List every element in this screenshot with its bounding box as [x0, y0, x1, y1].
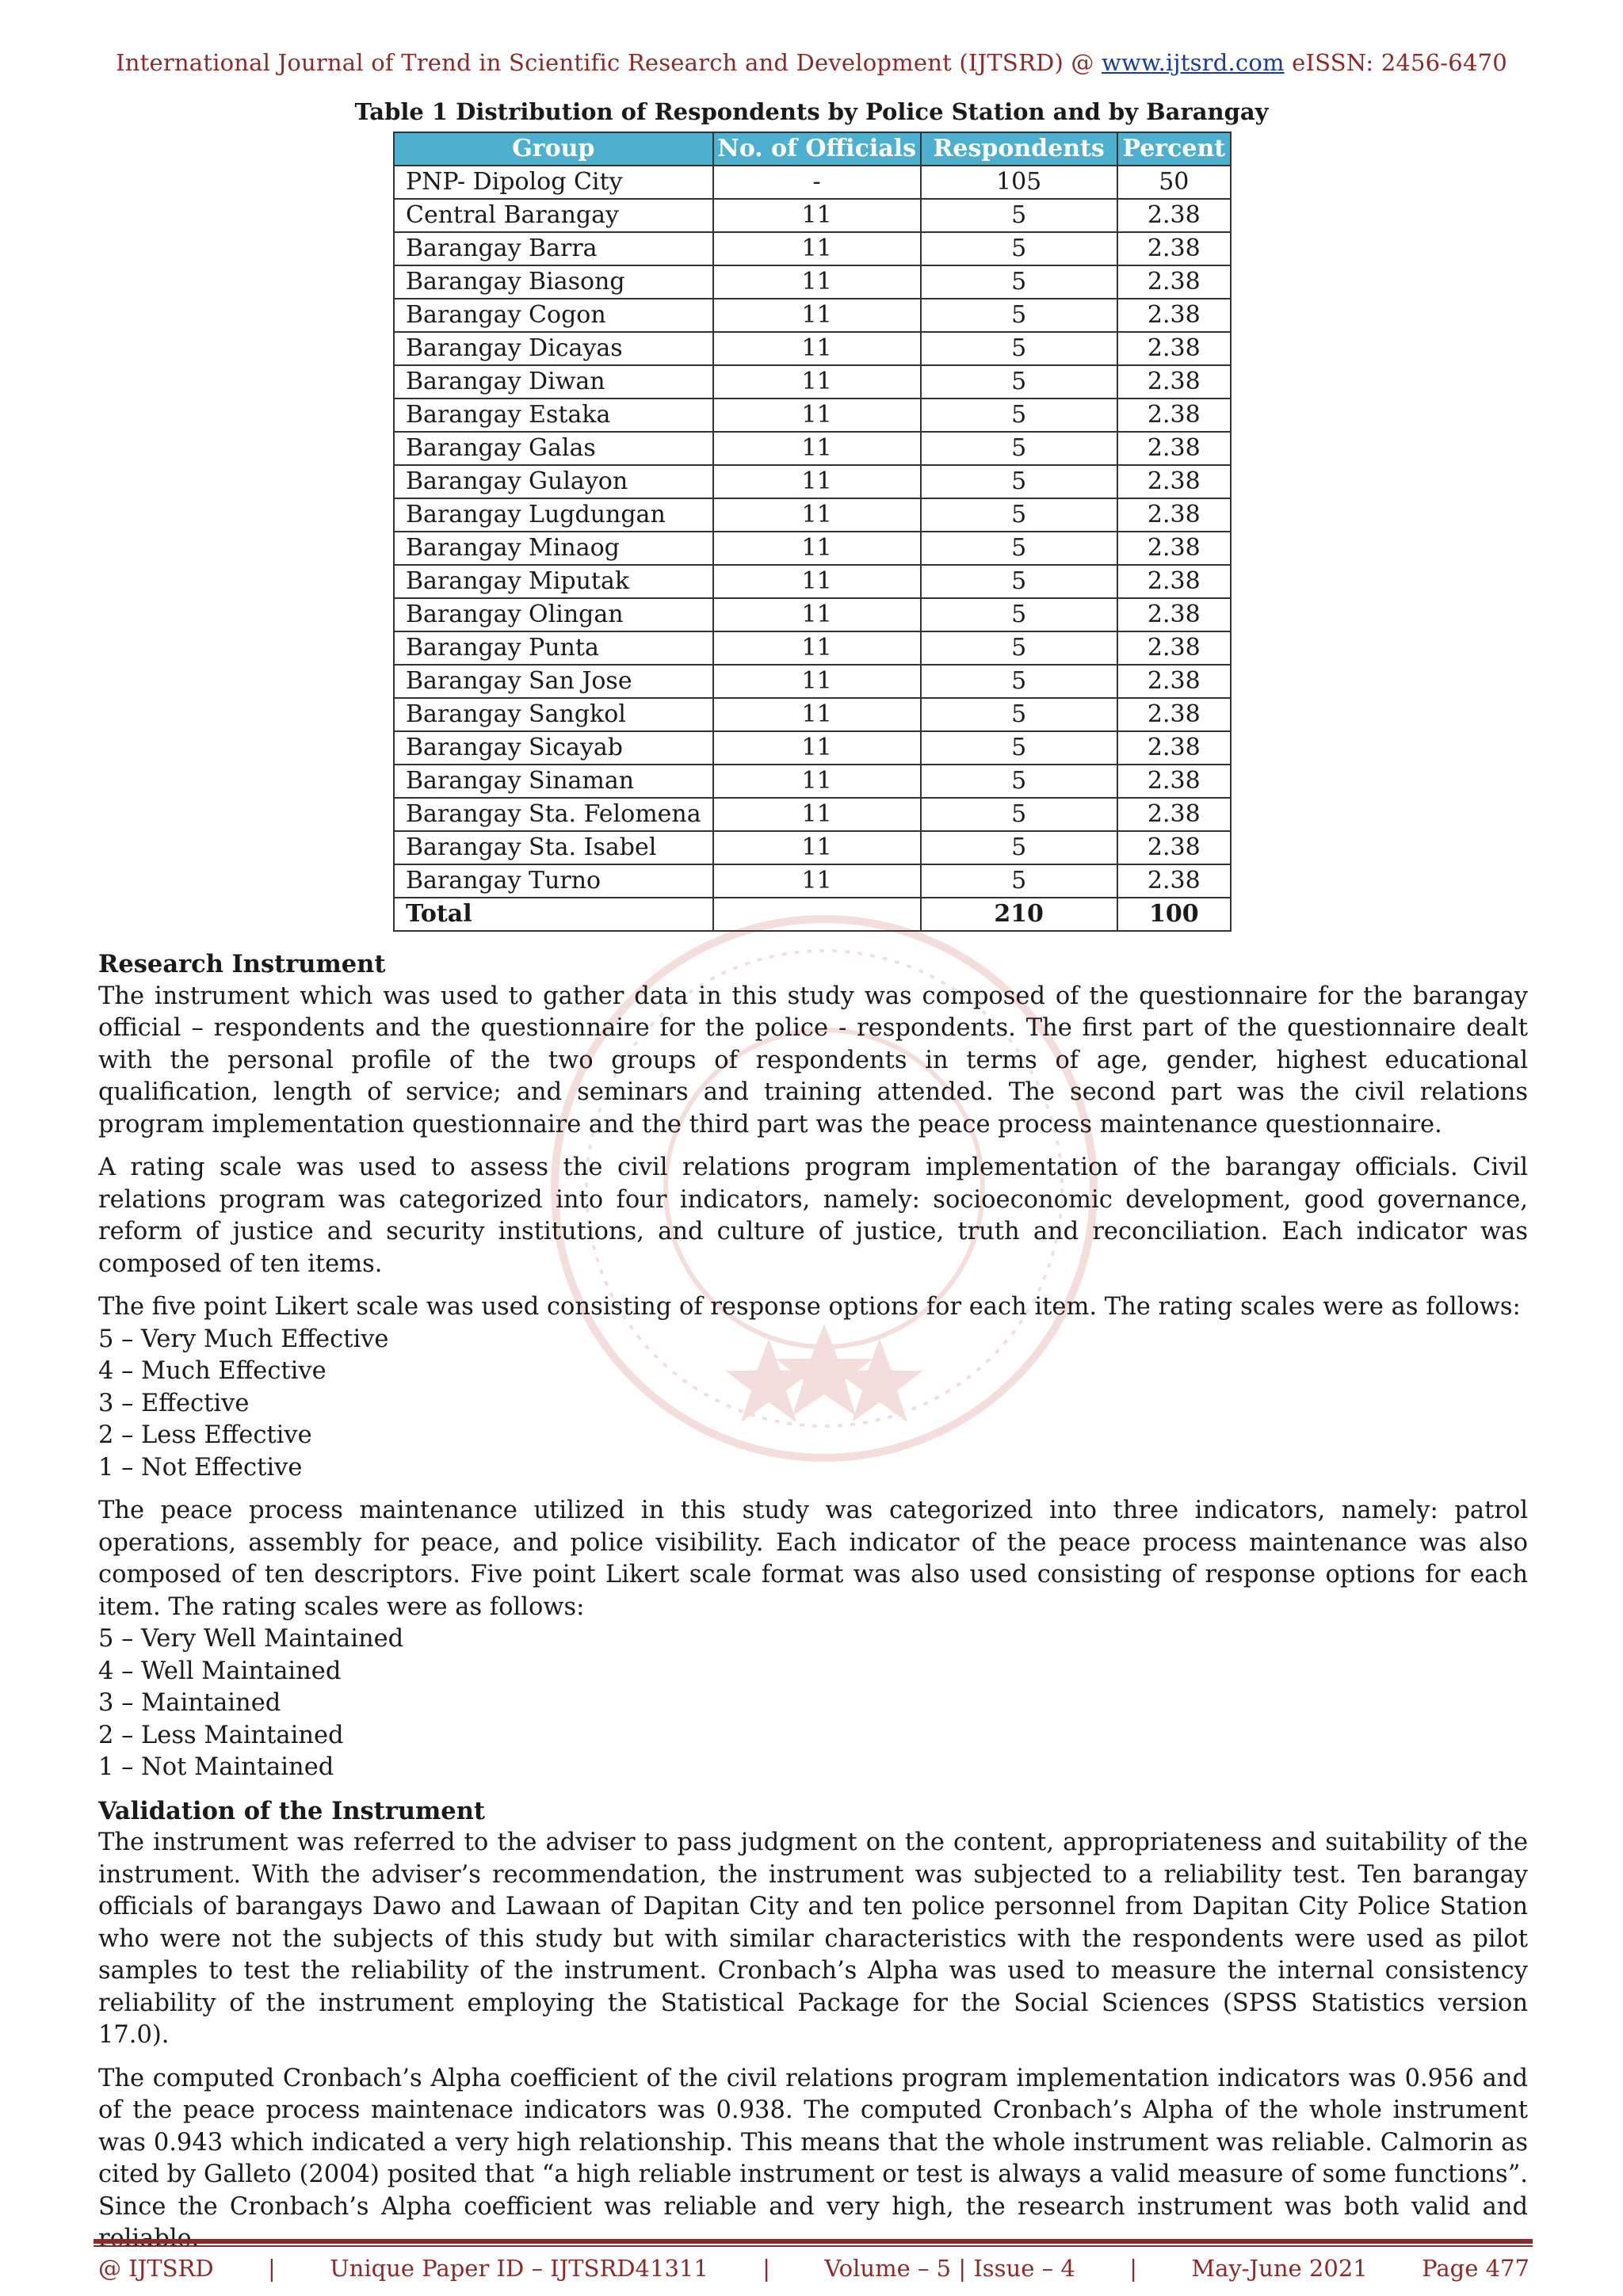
cell-percent: 2.38	[1117, 432, 1231, 465]
table-row	[394, 765, 1231, 798]
cell-percent: 2.38	[1117, 864, 1231, 898]
header-prefix: International Journal of Trend in Scientific Research and Development (IJTSRD) @	[116, 49, 1102, 76]
cell-respondents: 5	[921, 232, 1117, 265]
cell-officials: -	[713, 166, 921, 199]
cell-group: Barangay Miputak	[394, 565, 713, 598]
table-row	[394, 864, 1231, 898]
cell-respondents: 5	[921, 765, 1117, 798]
scale-item: 5 – Very Well Maintained	[98, 1625, 404, 1653]
scale-item: 3 – Effective	[98, 1389, 250, 1417]
cell-officials: 11	[713, 864, 921, 898]
cell-percent: 2.38	[1117, 399, 1231, 432]
header-suffix: eISSN: 2456-6470	[1284, 49, 1507, 76]
table-row	[394, 831, 1231, 864]
paragraph: The peace process maintenance utilized in this study was categorized into three indicators, namely: patrol operations, assembly for peace, and police visibility. Each indicator of the peace process maintenance was also composed of ten descriptors. Five point Likert scale format was also used consisting of response options for each item. The rating scales were as follows:	[98, 1497, 1528, 1621]
cell-group: Barangay Lugdungan	[394, 498, 713, 532]
cell-respondents: 5	[921, 199, 1117, 232]
footer-paper-id: Unique Paper ID – IJTSRD41311	[330, 2255, 708, 2282]
table-row	[394, 532, 1231, 565]
cell-officials: 11	[713, 532, 921, 565]
cell-percent: 2.38	[1117, 698, 1231, 731]
table-row	[394, 631, 1231, 665]
table-row	[394, 432, 1231, 465]
cell-group: Barangay Dicayas	[394, 332, 713, 365]
cell-percent: 2.38	[1117, 765, 1231, 798]
col-group: Group	[394, 132, 713, 166]
page-footer	[98, 2255, 1529, 2282]
cell-percent: 2.38	[1117, 665, 1231, 698]
table-row	[394, 665, 1231, 698]
cell-respondents: 210	[921, 898, 1117, 931]
section-heading-research-instrument: Research Instrument	[98, 950, 386, 978]
cell-percent: 2.38	[1117, 299, 1231, 332]
scale-item: 2 – Less Maintained	[98, 1721, 344, 1749]
table-row	[394, 565, 1231, 598]
cell-percent: 100	[1117, 898, 1231, 931]
cell-respondents: 5	[921, 731, 1117, 765]
article-body	[98, 948, 1528, 2267]
table-row	[394, 365, 1231, 399]
cell-percent: 2.38	[1117, 532, 1231, 565]
cell-officials: 11	[713, 798, 921, 831]
cell-respondents: 5	[921, 831, 1117, 864]
footer-rule	[94, 2239, 1533, 2244]
paragraph: The five point Likert scale was used consisting of response options for each item. The rating scales were as follows:	[98, 1293, 1521, 1321]
cell-officials: 11	[713, 665, 921, 698]
cell-group: Barangay San Jose	[394, 665, 713, 698]
cell-percent: 2.38	[1117, 498, 1231, 532]
distribution-table	[393, 132, 1232, 932]
cell-officials: 11	[713, 199, 921, 232]
footer-journal: @ IJTSRD	[98, 2255, 214, 2282]
table-row	[394, 399, 1231, 432]
cell-percent: 2.38	[1117, 565, 1231, 598]
cell-respondents: 105	[921, 166, 1117, 199]
cell-percent: 2.38	[1117, 232, 1231, 265]
paragraph: A rating scale was used to assess the civil relations program implementation of the barangay officials. Civil relations program was categorized into four indicators, namely: socioeconomic development, good governance, reform of justice and security institutions, and culture of justice, truth and reconciliation. Each indicator was composed of ten items.	[98, 1154, 1528, 1278]
scale-item: 2 – Less Effective	[98, 1421, 312, 1449]
cell-respondents: 5	[921, 665, 1117, 698]
scale-item: 4 – Well Maintained	[98, 1657, 342, 1685]
cell-percent: 2.38	[1117, 365, 1231, 399]
cell-respondents: 5	[921, 498, 1117, 532]
table-total-row	[394, 898, 1231, 931]
table-row	[394, 332, 1231, 365]
cell-officials: 11	[713, 765, 921, 798]
cell-percent: 2.38	[1117, 798, 1231, 831]
cell-officials	[713, 898, 921, 931]
cell-respondents: 5	[921, 299, 1117, 332]
cell-officials: 11	[713, 265, 921, 299]
cell-percent: 2.38	[1117, 332, 1231, 365]
maintenance-scale-list	[98, 1623, 1528, 1784]
table-row	[394, 232, 1231, 265]
table-row	[394, 166, 1231, 199]
paragraph: The instrument was referred to the adviser to pass judgment on the content, appropriateness and suitability of the instrument. With the adviser’s recommendation, the instrument was subjected to a reliability test. Ten barangay officials of barangays Dawo and Lawaan of Dapitan City and ten police personnel from Dapitan City Police Station who were not the subjects of this study but with similar characteristics with the respondents were used as pilot samples to test the reliability of the instrument. Cronbach’s Alpha was used to measure the internal consistency reliability of the instrument employing the Statistical Package for the Social Sciences (SPSS Statistics version 17.0).	[98, 1829, 1528, 2049]
cell-respondents: 5	[921, 598, 1117, 631]
cell-officials: 11	[713, 631, 921, 665]
cell-group: Barangay Sta. Isabel	[394, 831, 713, 864]
cell-respondents: 5	[921, 631, 1117, 665]
cell-group: Barangay Olingan	[394, 598, 713, 631]
footer-date: May-June 2021	[1191, 2255, 1368, 2282]
table-row	[394, 598, 1231, 631]
cell-officials: 11	[713, 465, 921, 498]
cell-officials: 11	[713, 831, 921, 864]
cell-percent: 50	[1117, 166, 1231, 199]
cell-officials: 11	[713, 598, 921, 631]
journal-header	[0, 49, 1623, 76]
scale-item: 1 – Not Maintained	[98, 1753, 334, 1781]
cell-percent: 2.38	[1117, 631, 1231, 665]
cell-percent: 2.38	[1117, 731, 1231, 765]
cell-percent: 2.38	[1117, 199, 1231, 232]
table-body	[394, 166, 1231, 931]
cell-group: Barangay Barra	[394, 232, 713, 265]
table-row	[394, 731, 1231, 765]
cell-respondents: 5	[921, 265, 1117, 299]
cell-officials: 11	[713, 299, 921, 332]
scale-item: 1 – Not Effective	[98, 1453, 303, 1482]
col-officials: No. of Officials	[713, 132, 921, 166]
cell-group: Barangay Galas	[394, 432, 713, 465]
paragraph: The instrument which was used to gather data in this study was composed of the questionnaire for the barangay official – respondents and the questionnaire for the police - respondents. The first part of the questionnaire dealt with the personal profile of the two groups of respondents in terms of age, gender, highest educational qualification, length of service; and seminars and training attended. The second part was the civil relations program implementation questionnaire and the third part was the peace process maintenance questionnaire.	[98, 982, 1528, 1138]
cell-respondents: 5	[921, 798, 1117, 831]
footer-separator: |	[1129, 2255, 1137, 2282]
cell-respondents: 5	[921, 864, 1117, 898]
cell-officials: 11	[713, 698, 921, 731]
cell-group: Barangay Gulayon	[394, 465, 713, 498]
cell-group: Barangay Diwan	[394, 365, 713, 399]
cell-officials: 11	[713, 232, 921, 265]
cell-officials: 11	[713, 731, 921, 765]
cell-group: Barangay Minaog	[394, 532, 713, 565]
cell-officials: 11	[713, 365, 921, 399]
footer-separator: |	[762, 2255, 770, 2282]
journal-link[interactable]: www.ijtsrd.com	[1102, 49, 1285, 76]
cell-group: Barangay Biasong	[394, 265, 713, 299]
cell-officials: 11	[713, 399, 921, 432]
cell-group: Barangay Estaka	[394, 399, 713, 432]
cell-group: Barangay Cogon	[394, 299, 713, 332]
table-row	[394, 265, 1231, 299]
cell-group: Barangay Sangkol	[394, 698, 713, 731]
cell-officials: 11	[713, 432, 921, 465]
section-heading-validation: Validation of the Instrument	[98, 1796, 485, 1825]
footer-rule-thin	[94, 2245, 1533, 2247]
cell-respondents: 5	[921, 332, 1117, 365]
cell-group: Barangay Turno	[394, 864, 713, 898]
cell-group: PNP- Dipolog City	[394, 166, 713, 199]
cell-percent: 2.38	[1117, 598, 1231, 631]
scale-item: 3 – Maintained	[98, 1689, 281, 1717]
cell-respondents: 5	[921, 532, 1117, 565]
table-row	[394, 698, 1231, 731]
paragraph: The computed Cronbach’s Alpha coefficient of the civil relations program implementation indicators was 0.956 and of the peace process maintenace indicators was 0.938. The computed Cronbach’s Alpha of the whole instrument was 0.943 which indicated a very high relationship. This means that the whole instrument was reliable. Calmorin as cited by Galleto (2004) posited that “a high reliable instrument or test is always a valid measure of some functions”. Since the Cronbach’s Alpha coefficient was reliable and very high, the research instrument was both valid and	[98, 2064, 1528, 2221]
cell-respondents: 5	[921, 432, 1117, 465]
table-row	[394, 199, 1231, 232]
cell-officials: 11	[713, 498, 921, 532]
footer-page: Page 477	[1422, 2255, 1529, 2282]
cell-group: Barangay Sinaman	[394, 765, 713, 798]
cell-group: Barangay Punta	[394, 631, 713, 665]
table-caption: Table 1 Distribution of Respondents by Police Station and by Barangay	[354, 98, 1269, 125]
cell-respondents: 5	[921, 565, 1117, 598]
footer-volume: Volume – 5 | Issue – 4	[824, 2255, 1075, 2282]
cell-percent: 2.38	[1117, 831, 1231, 864]
cell-group: Barangay Sicayab	[394, 731, 713, 765]
scale-item: 5 – Very Much Effective	[98, 1325, 389, 1353]
cell-officials: 11	[713, 332, 921, 365]
col-percent: Percent	[1117, 132, 1231, 166]
cell-respondents: 5	[921, 399, 1117, 432]
cell-group: Total	[394, 898, 713, 931]
table-row	[394, 299, 1231, 332]
cell-percent: 2.38	[1117, 465, 1231, 498]
effectiveness-scale-list	[98, 1324, 1528, 1485]
cell-respondents: 5	[921, 465, 1117, 498]
cell-group: Barangay Sta. Felomena	[394, 798, 713, 831]
cell-officials: 11	[713, 565, 921, 598]
table-header-row	[394, 132, 1231, 166]
table-row	[394, 798, 1231, 831]
scale-item: 4 – Much Effective	[98, 1357, 327, 1385]
cell-respondents: 5	[921, 365, 1117, 399]
cell-percent: 2.38	[1117, 265, 1231, 299]
cell-group: Central Barangay	[394, 199, 713, 232]
col-respondents: Respondents	[921, 132, 1117, 166]
footer-separator: |	[268, 2255, 276, 2282]
table-row	[394, 465, 1231, 498]
table-row	[394, 498, 1231, 532]
cell-respondents: 5	[921, 698, 1117, 731]
